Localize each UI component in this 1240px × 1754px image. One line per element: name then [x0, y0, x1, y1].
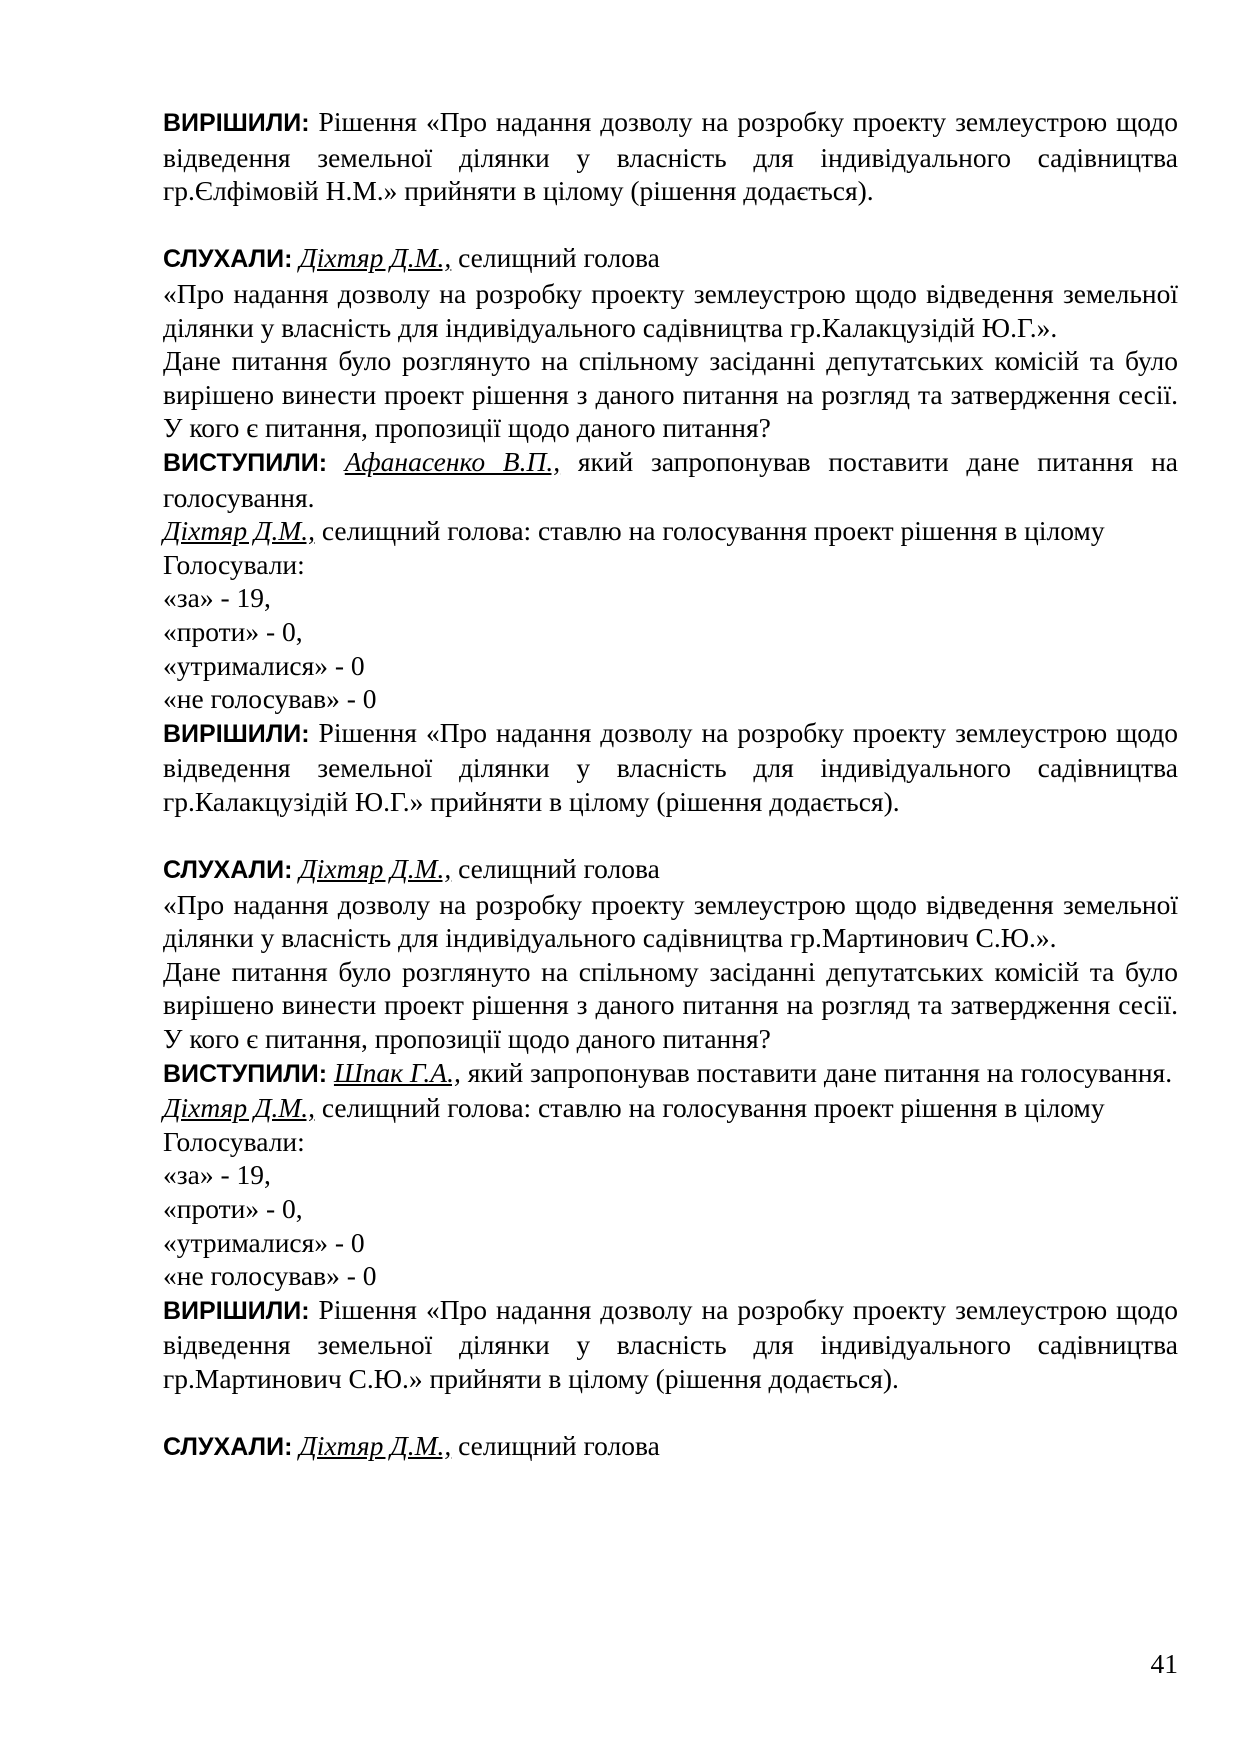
heard-keyword: СЛУХАЛИ:: [163, 1433, 293, 1462]
heard-name: Діхтяр Д.М.,: [299, 853, 452, 885]
agenda-topic: «Про надання дозволу на розробку проекту землеустрою щодо відведення земельної ділянки у власність для індивідуального садівництва гр.Калакцузідій Ю.Г.».: [163, 277, 1178, 343]
chair-text: селищний голова: ставлю на голосування проект рішення в цілому: [314, 1092, 1105, 1124]
considered-paragraph: Дане питання було розглянуто на спільному засіданні депутатських комісій та було вирішено винести проект рішення з даного питання на розгляд та затвердження сесії. У кого є питання, пропозиції щодо даного питання?: [163, 345, 1178, 444]
chair-name: Діхтяр Д.М.,: [163, 1092, 315, 1124]
heard-name: Діхтяр Д.М.,: [299, 1430, 452, 1462]
vote-not-voted: «не голосував» - 0: [163, 1260, 377, 1292]
heard-keyword: СЛУХАЛИ:: [163, 245, 293, 274]
chair-name: Діхтяр Д.М.,: [163, 515, 315, 547]
spoke-keyword: ВИСТУПИЛИ:: [163, 1059, 328, 1088]
agenda-topic: «Про надання дозволу на розробку проекту землеустрою щодо відведення земельної ділянки у власність для індивідуального садівництва гр.Мартинович С.Ю.».: [163, 888, 1178, 954]
decision-paragraph: [163, 1293, 1178, 1396]
voted-label: Голосували:: [163, 1125, 305, 1157]
vote-not-voted: «не голосував» - 0: [163, 683, 377, 715]
vote-abstain: «утрималися» - 0: [163, 1226, 365, 1258]
vote-abstain: «утрималися» - 0: [163, 649, 365, 681]
decision-text: Рішення «Про надання дозволу на розробку проекту землеустрою щодо відведення земельної ділянки у власність для індивідуального садівництва гр.Єлфімовій Н.М.» прийняти в цілому (рішення додається).: [163, 106, 1178, 207]
considered-paragraph: Дане питання було розглянуто на спільному засіданні депутатських комісій та було вирішено винести проект рішення з даного питання на розгляд та затвердження сесії. У кого є питання, пропозиції щодо даного питання?: [163, 955, 1178, 1055]
document-page: [163, 105, 1178, 1465]
heard-role: селищний голова: [451, 853, 660, 885]
decided-keyword: ВИРІШИЛИ:: [163, 109, 310, 137]
decision-text: Рішення «Про надання дозволу на розробку проекту землеустрою щодо відведення земельної ділянки у власність для індивідуального садівництва гр.Калакцузідій Ю.Г.» прийняти в цілому (рішення додається).: [163, 716, 1178, 817]
spoke-keyword: ВИСТУПИЛИ:: [163, 448, 328, 477]
decided-keyword: ВИРІШИЛИ:: [163, 1296, 310, 1325]
vote-against: «проти» - 0,: [163, 615, 303, 647]
heard-role: селищний голова: [451, 1430, 660, 1462]
heard-name: Діхтяр Д.М.,: [299, 242, 452, 274]
spacer: [163, 1396, 1178, 1430]
chair-line: [163, 514, 1178, 548]
heard-role: селищний голова: [451, 242, 660, 274]
page-number: 41: [1150, 1648, 1178, 1679]
spacer: [163, 208, 1178, 242]
spacer: [163, 818, 1178, 852]
decision-paragraph: [163, 716, 1178, 819]
spoke-paragraph: [163, 1056, 1178, 1092]
speaker-name: Афанасенко В.П.,: [344, 445, 561, 477]
spoke-paragraph: [163, 445, 1178, 514]
heard-keyword: СЛУХАЛИ:: [163, 856, 293, 885]
speaker-text: який запропонував поставити дане питання на голосування.: [460, 1056, 1173, 1088]
vote-for: «за» - 19,: [163, 582, 271, 614]
speaker-text: який запропонував поставити дане питання на голосування.: [163, 445, 1178, 513]
chair-line: [163, 1091, 1178, 1125]
speaker-name: Шпак Г.А.,: [333, 1056, 461, 1088]
vote-against: «проти» - 0,: [163, 1193, 303, 1224]
voted-label: Голосували:: [163, 548, 305, 580]
decision-paragraph: [163, 105, 1178, 208]
heard-line: [163, 241, 1178, 277]
chair-text: селищний голова: ставлю на голосування проект рішення в цілому: [314, 515, 1105, 547]
vote-for: «за» - 19,: [163, 1159, 271, 1191]
decision-text: Рішення «Про надання дозволу на розробку проекту землеустрою щодо відведення земельної ділянки у власність для індивідуального садівництва гр.Мартинович С.Ю.» прийняти в цілому (рішення додається).: [163, 1293, 1178, 1394]
decided-keyword: ВИРІШИЛИ:: [163, 719, 310, 748]
heard-line: [163, 1429, 1178, 1465]
heard-line: [163, 852, 1178, 888]
